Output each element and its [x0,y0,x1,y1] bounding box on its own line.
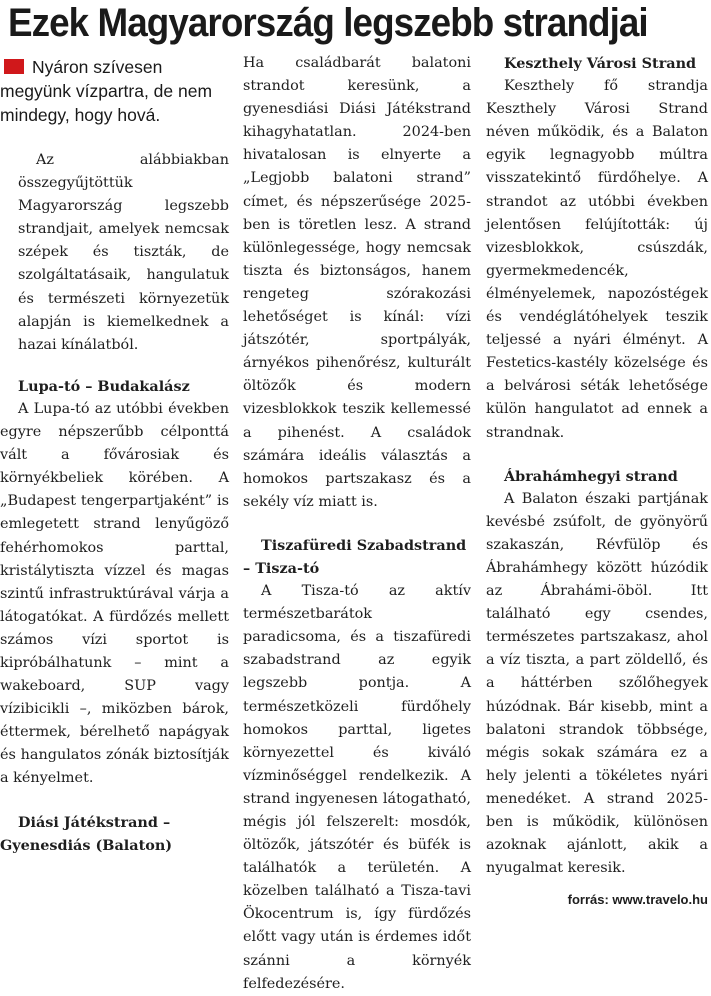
article-intro: Az alábbiakban összegyűjtöttük Magyarország legszebb strandjait, amelyek nemcsak szépek és tiszták, de szolgáltatásaik, hangulatuk és természeti környezetük alapján is kiemelkednek a hazai kínálatból. [18,152,229,353]
column-2 [243,52,471,996]
section-body-diasi-continued: Ha családbarát balatoni strandot keresünk, a gyenesdiási Diási Játékstrand kihagyhatatlan. 2024-ben hivatalosan is elnyerte a „Legjobb balatoni strand” címet, és népszerűsége 2025-ben is töretlen lesz. A strand különlegessége, hogy nemcsak tiszta és biztonságos, hanem rengeteg szórakozási lehetőséget is kínál: vízi játszótér, sportpályák, árnyékos pihenőrész, kulturált öltözők és modern vizesblokkok teszik kellemessé a pihenést. A családok számára ideális választás a homokos partszakasz és a sekély víz miatt is. [243,55,471,510]
column-1 [0,52,229,857]
article-lead [0,55,229,127]
section-heading-keszthely: Keszthely Városi Strand [504,55,697,72]
column-3 [486,52,708,911]
section-body-abrahamhegy: A Balaton északi partjának kevésbé zsúfolt, de gyönyörű szakaszán, Révfülöp és Ábrahámhegy között húzódik az Ábrahámi-öböl. Itt található egy csendes, természetes partszakasz, ahol a víz tiszta, a part zöldellő, és a háttérben szőlőhegyek húzódnak. Bár kisebb, mint a balatoni strandok többsége, mégis sokak számára ez a hely jelenti a tökéletes nyári menedéket. A strand 2025-ben is működik, különösen azoknak ajánlott, akik a nyugalmat keresik. [486,490,708,877]
red-square-icon [4,59,24,74]
article-headline: Ezek Magyarország legszebb strandjai [8,1,648,45]
lead-text: Nyáron szívesen megyünk vízpartra, de nem mindegy, hogy hová. [0,57,213,125]
section-heading-diasi: Diási Játékstrand – Gyenesdiás (Balaton) [0,813,173,854]
source-credit: forrás: www.travelo.hu [567,892,708,908]
section-body-keszthely: Keszthely fő strandja Keszthely Városi Strand néven működik, és a Balaton egyik legnagyobb múltra visszatekintő fürdőhelye. A strandot az utóbbi években jelentősen felújították: új vizesblokkok, csúszdák, gyermekmedencék, élményelemek, napozóstégek és vendéglátóhelyek teszik teljessé a nyári élményt. A Festetics-kastély közelsége és a belvárosi séták lehetősége külön hangulatot ad ennek a strandnak. [486,78,708,441]
section-heading-abrahamhegy: Ábrahámhegyi strand [504,467,678,485]
section-body-lupa: A Lupa-tó az utóbbi években egyre népszerűbb célponttá vált a fővárosiak és környékbeliek körében. A „Budapest tengerpartjaként” is emlegetett strand lenyűgöző fehérhomokos parttal, kristálytiszta vízzel és magas szintű infrastruktúrával várja a látogatókat. A fürdőzés mellett számos vízi sportot is kipróbálhatunk – mint a wakeboard, SUP vagy vízibicikli –, miközben bárok, éttermek, bérelhető napágyak és hangulatos zónák biztosítják a kényelmet. [0,400,229,787]
section-body-tiszafured: A Tisza-tó az aktív természetbarátok paradicsoma, és a tiszafüredi szabadstrand az egyik legszebb pontja. A természetközeli fürdőhely homokos parttal, ligetes környezettel és kiváló vízminőséggel rendelkezik. A strand ingyenesen látogatható, mégis jól felszerelt: mosdók, öltözők, játszótér és büfék is találhatók a területén. A közelben található a Tisza-tavi Ökocentrum is, így fürdőzés előtt vagy után is érdemes időt szánni a környék felfedezésére. [243,583,471,992]
section-heading-lupa: Lupa-tó – Budakalász [18,377,190,395]
section-heading-tiszafured: Tiszafüredi Szabadstrand – Tisza-tó [243,536,467,577]
